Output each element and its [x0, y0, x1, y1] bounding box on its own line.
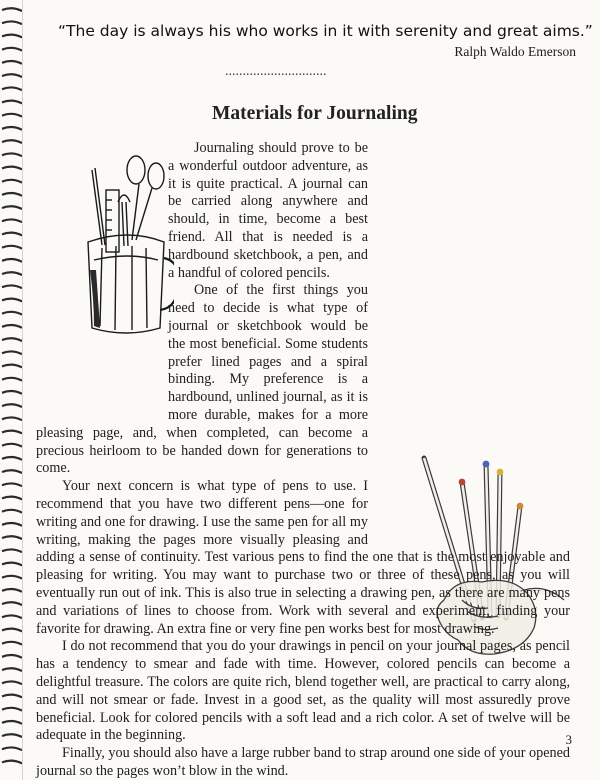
spiral-coil [2, 285, 22, 288]
spiral-coil [2, 127, 22, 130]
spiral-coil [2, 351, 22, 354]
mug-illustration-space [36, 140, 168, 408]
spiral-coil [2, 391, 22, 394]
spiral-coil [2, 708, 22, 711]
spiral-coil [2, 668, 22, 671]
spiral-coil [2, 642, 22, 645]
pencils-illustration-space [378, 310, 570, 540]
spiral-coil [2, 206, 22, 209]
spiral-coil [2, 101, 22, 104]
spiral-coil [2, 365, 22, 368]
spiral-coil [2, 536, 22, 539]
spiral-coil [2, 747, 22, 750]
spiral-coil [2, 444, 22, 447]
spiral-coil [2, 510, 22, 513]
spiral-coil [2, 153, 22, 156]
spiral-coil [2, 721, 22, 724]
spiral-coil [2, 497, 22, 500]
spiral-coil [2, 74, 22, 77]
page-edge [22, 0, 23, 780]
spiral-coil [2, 87, 22, 90]
spiral-coil [2, 325, 22, 328]
spiral-coil [2, 114, 22, 117]
spiral-coil [2, 431, 22, 434]
spiral-coil [2, 615, 22, 618]
paragraph: Your next concern is what type of pens to use. I recommend that you have two different pens—one for writing and one for drawing. I use the same pen for all my writing, making the pages more visually pleasing and adding a sense of continuity. Test various pens to find the one that is the most enjoyable and pleasing for writing. You may want to purchase two or three of these pens, as you will eventually run out of ink. This is also true in selecting a drawing pen, as there are many pens and variations of lines to choose from. Work with several and experiment, finding your favorite for drawing. An extra fine or very fine pen works best for most drawing. [36, 478, 570, 637]
page-number: 3 [565, 732, 572, 747]
spiral-coil [2, 21, 22, 24]
epigraph-attribution: Ralph Waldo Emerson [454, 44, 576, 59]
spiral-coil [2, 338, 22, 341]
spiral-coil [2, 299, 22, 302]
spiral-coil [2, 549, 22, 552]
spiral-coil [2, 602, 22, 605]
spiral-coil [2, 8, 22, 11]
spiral-coil [2, 470, 22, 473]
spiral-coil [2, 35, 22, 38]
spiral-coil [2, 523, 22, 526]
spiral-coil [2, 312, 22, 315]
spiral-coil [2, 140, 22, 143]
spiral-coil [2, 761, 22, 764]
spiral-coil [2, 61, 22, 64]
spiral-coil [2, 48, 22, 51]
spiral-coil [2, 219, 22, 222]
spiral-coil [2, 167, 22, 170]
spiral-coil [2, 272, 22, 275]
spiral-coil [2, 259, 22, 262]
spiral-coil [2, 180, 22, 183]
article-body [36, 140, 570, 780]
spiral-coil [2, 246, 22, 249]
spiral-coil [2, 233, 22, 236]
paragraph: One of the first things you need to decide is what type of journal or sketchbook would be the most beneficial. Some students prefer lined pages and a spiral binding. My preference is a hardbound, unlined journal, as it is more durable, makes for a more pleasing page, and, when completed, can become a precious heirloom to be handed down for generations to come. [36, 282, 368, 477]
spiral-coil [2, 629, 22, 632]
spiral-coil [2, 681, 22, 684]
epigraph-quote: “The day is always his who works in it with serenity and great aims.” [58, 22, 593, 40]
spiral-coil [2, 417, 22, 420]
spiral-coil [2, 589, 22, 592]
paragraph: Finally, you should also have a large rubber band to strap around one side of your opened journal so the pages won’t blow in the wind. [36, 745, 570, 779]
section-title: Materials for Journaling [212, 103, 418, 124]
spiral-coil [2, 378, 22, 381]
spiral-coil [2, 734, 22, 737]
spiral-coil [2, 695, 22, 698]
spiral-coil [2, 404, 22, 407]
paragraph: Journaling should prove to be a wonderful outdoor adventure, as it is quite practical. A journal can be carried along anywhere and should, in time, become a best friend. All that is needed is a hardbound sketchbook, a pen, and a handful of colored pencils. [168, 140, 368, 281]
spiral-coil [2, 193, 22, 196]
spiral-coil [2, 457, 22, 460]
spiral-coil [2, 576, 22, 579]
spiral-coil [2, 563, 22, 566]
dotted-divider: ............................. [225, 64, 327, 79]
paragraph: I do not recommend that you do your drawings in pencil on your journal pages, as pencil has a tendency to smear and fade with time. However, colored pencils can become a delightful treasure. The colors are quite rich, blend together well, are practical to carry along, and will not smear or fade. Invest in a good set, as the quality will most assuredly prove beneficial. Look for colored pencils with a soft lead and a rich color. A set of twelve will be adequate in the beginning. [36, 638, 570, 744]
spiral-coil [2, 655, 22, 658]
spiral-coil [2, 483, 22, 486]
